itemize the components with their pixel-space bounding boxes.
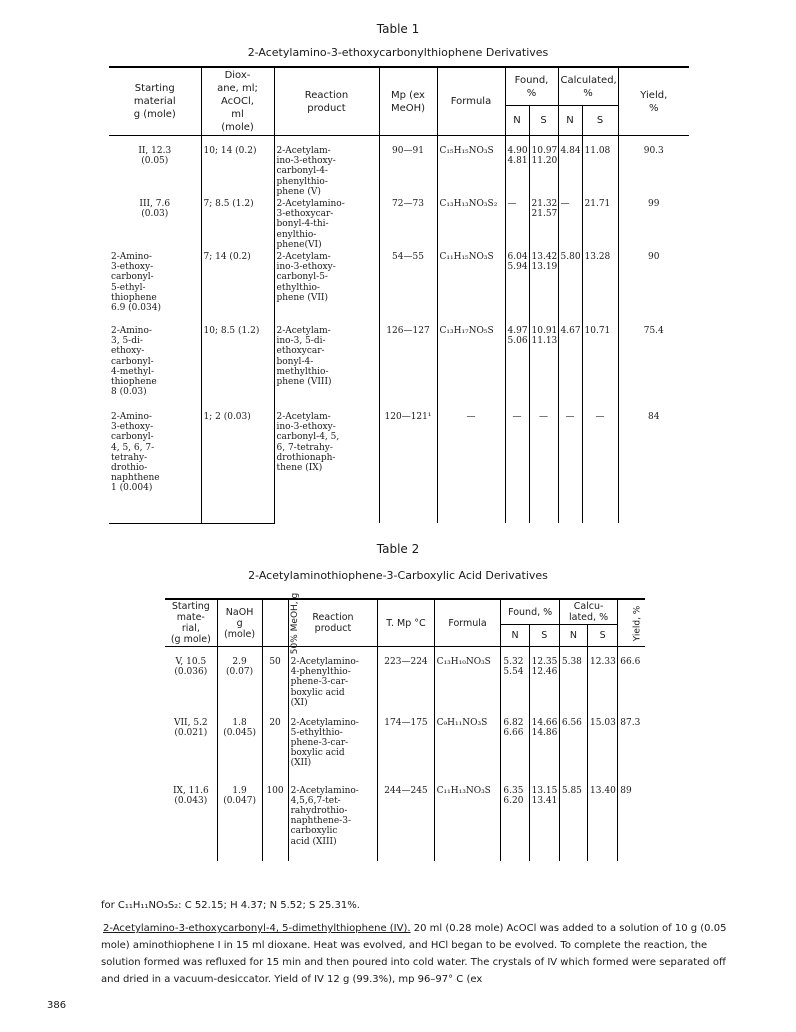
table-row: [109, 251, 689, 325]
t1-cell-starting: 2-Amino- 3-ethoxy- carbonyl- 5-ethyl- thiophene 6.9 (0.034): [111, 252, 161, 314]
t1-cell-calc-s: 13.28: [582, 251, 618, 325]
t2-header-starting: Starting mate- rial, (g mole): [165, 599, 217, 647]
t1-cell-mp: 120—121¹: [379, 411, 437, 523]
t1-cell-calc-s: 21.71: [582, 198, 618, 251]
t1-header-yield: Yield, %: [618, 67, 689, 136]
t2-cell-found-s: 14.66 14.86: [529, 717, 559, 785]
table2-title: 2-Acetylaminothiophene-3-Carboxylic Acid Derivatives: [248, 569, 548, 582]
t1-cell-dioxane: 10; 8.5 (1.2): [201, 325, 274, 411]
t1-cell-formula: C₁₁H₁₅NO₃S: [437, 251, 505, 325]
t1-cell-dioxane: 10; 14 (0.2): [201, 136, 274, 199]
t2-cell-yield: 89: [618, 785, 645, 861]
t2-cell-starting: IX, 11.6 (0.043): [172, 785, 209, 806]
t2-header-mp: T. Mp °C: [378, 599, 434, 647]
t1-cell-product: 2-Acetylam- ino-3-ethoxy- carbonyl-4, 5, 6, 7-tetrahy- drothionaph- thene (IX): [274, 411, 379, 523]
table-row: [165, 647, 645, 717]
t2-cell-found-n: 5.32 5.54: [501, 647, 529, 717]
table1: [109, 66, 689, 524]
table1-caption: Table 1: [376, 22, 420, 36]
t2-cell-naoh: 1.9 (0.047): [217, 785, 262, 861]
t2-header-yield: Yield, %: [632, 605, 643, 642]
t1-header-dioxane: Diox- ane, ml; AcOCl, ml (mole): [201, 67, 274, 136]
table2-caption: Table 2: [376, 542, 420, 556]
t1-cell-starting: 2-Amino- 3-ethoxy- carbonyl- 4, 5, 6, 7- tetrahy- drothio- naphthene 1 (0.004): [109, 411, 201, 523]
t2-cell-yield: 66.6: [618, 647, 645, 717]
t1-cell-starting: III, 7.6 (0.03): [139, 199, 171, 220]
t1-cell-formula: C₁₃H₁₇NO₅S: [437, 325, 505, 411]
analysis-line: for C₁₁H₁₁NO₃S₂: C 52.15; H 4.37; N 5.52; S 25.31%.: [101, 900, 360, 911]
table-row: [165, 785, 645, 861]
t1-cell-calc-s: —: [582, 411, 618, 523]
t2-cell-formula: C₁₁H₁₃NO₃S: [434, 785, 501, 861]
t2-header-formula: Formula: [434, 599, 501, 647]
t2-cell-formula: C₁₃H₁₀NO₃S: [434, 647, 501, 717]
t2-cell-found-s: 13.15 13.41: [529, 785, 559, 861]
t2-cell-formula: C₉H₁₁NO₃S: [434, 717, 501, 785]
t1-cell-product: 2-Acetylamino- 3-ethoxycar- bonyl-4-thi- enylthio- phene(VI): [274, 198, 379, 251]
procedure-body: 20 ml (0.28 mole) AcOCl was added to a solution of 10 g (0.05 mole) aminothiophene I in 15 ml dioxane. Heat was evolved, and HCl began to be evolved. To complete the reaction, the solution formed was refluxed for 15 min and then poured into cold water. The crystals of IV which formed were separated off and dried in a vacuum-desiccator. Yield of IV 12 g (99.3%), mp 96–97° C (ex: [101, 923, 727, 985]
t1-cell-yield: 84: [618, 411, 689, 523]
t1-cell-formula: —: [437, 411, 505, 523]
t1-cell-found-s: 10.91 11.13: [529, 325, 558, 411]
t2-cell-starting: V, 10.5 (0.036): [174, 657, 208, 678]
t1-header-starting: Starting material g (mole): [109, 67, 201, 136]
t1-header-found: Found, %: [505, 67, 558, 106]
t1-cell-formula: C₁₃H₁₃NO₃S₂: [437, 198, 505, 251]
t1-cell-found-n: 6.04 5.94: [505, 251, 529, 325]
t2-header-product: Reaction product: [288, 599, 378, 647]
t2-cell-mp: 174—175: [378, 717, 434, 785]
t1-cell-calc-n: —: [558, 198, 582, 251]
t1-cell-found-s: —: [529, 411, 558, 523]
t1-cell-yield: 90: [618, 251, 689, 325]
t1-cell-product: 2-Acetylam- ino-3-ethoxy- carbonyl-4- phenylthio- phene (V): [274, 136, 379, 199]
t1-cell-dioxane: 7; 8.5 (1.2): [201, 198, 274, 251]
t2-cell-product: 2-Acetylamino- 5-ethylthio- phene-3-car- boxylic acid (XII): [288, 717, 378, 785]
table-row: [109, 198, 689, 251]
table1-title: 2-Acetylamino-3-ethoxycarbonylthiophene Derivatives: [247, 46, 549, 59]
t1-cell-product: 2-Acetylam- ino-3, 5-di- ethoxycar- bonyl-4- methylthio- phene (VIII): [274, 325, 379, 411]
t1-cell-found-n: 4.90 4.81: [505, 136, 529, 199]
t2-header-calc-s: S: [588, 625, 618, 647]
t2-header-yield-cell: [618, 599, 645, 647]
t2-cell-calc-n: 5.38: [559, 647, 587, 717]
t2-header-found-s: S: [529, 625, 559, 647]
table-row: [109, 136, 689, 199]
t1-cell-calc-s: 10.71: [582, 325, 618, 411]
t1-cell-calc-n: 5.80: [558, 251, 582, 325]
t2-cell-naoh: 1.8 (0.045): [217, 717, 262, 785]
t2-cell-naoh: 2.9 (0.07): [217, 647, 262, 717]
table-row: [109, 325, 689, 411]
t1-cell-calc-s: 11.08: [582, 136, 618, 199]
t1-cell-formula: C₁₅H₁₅NO₃S: [437, 136, 505, 199]
t2-cell-calc-s: 13.40: [588, 785, 618, 861]
t1-header-calc: Calculated, %: [558, 67, 618, 106]
t1-cell-starting: II, 12.3 (0.05): [138, 146, 172, 167]
t1-cell-found-s: 21.32 21.57: [529, 198, 558, 251]
t1-cell-yield: 90.3: [618, 136, 689, 199]
t2-cell-found-n: 6.82 6.66: [501, 717, 529, 785]
t1-header-calc-s: S: [582, 106, 618, 136]
t1-cell-product: 2-Acetylam- ino-3-ethoxy- carbonyl-5- ethylthio- phene (VII): [274, 251, 379, 325]
t1-cell-calc-n: —: [558, 411, 582, 523]
t1-cell-dioxane: 1; 2 (0.03): [201, 411, 274, 523]
t2-cell-meoh: 100: [262, 785, 288, 861]
t2-header-calc-n: N: [559, 625, 587, 647]
t2-cell-starting: VII, 5.2 (0.021): [174, 717, 208, 738]
t1-header-found-s: S: [529, 106, 558, 136]
t1-cell-found-s: 13.42 13.19: [529, 251, 558, 325]
t1-cell-calc-n: 4.67: [558, 325, 582, 411]
t1-cell-mp: 90—91: [379, 136, 437, 199]
t2-cell-yield: 87.3: [618, 717, 645, 785]
table2: [165, 592, 645, 861]
t1-cell-found-n: 4.97 5.06: [505, 325, 529, 411]
table-row: [109, 411, 689, 523]
t2-cell-mp: 223—224: [378, 647, 434, 717]
t1-cell-dioxane: 7; 14 (0.2): [201, 251, 274, 325]
t2-cell-mp: 244—245: [378, 785, 434, 861]
t2-cell-product: 2-Acetylamino- 4-phenylthio- phene-3-car- boxylic acid (XI): [288, 647, 378, 717]
t1-cell-mp: 54—55: [379, 251, 437, 325]
t2-cell-product: 2-Acetylamino- 4,5,6,7-tet- rahydrothio- naphthene-3- carboxylic acid (XIII): [288, 785, 378, 861]
t2-header-found: Found, %: [501, 599, 559, 625]
t2-header-calc: Calcu- lated, %: [559, 599, 617, 625]
t1-cell-mp: 72—73: [379, 198, 437, 251]
t2-cell-found-s: 12.35 12.46: [529, 647, 559, 717]
t2-cell-calc-s: 15.03: [588, 717, 618, 785]
t1-cell-found-s: 10.97 11.20: [529, 136, 558, 199]
t2-cell-meoh: 50: [262, 647, 288, 717]
t1-cell-mp: 126—127: [379, 325, 437, 411]
t2-cell-calc-n: 5.85: [559, 785, 587, 861]
procedure-paragraph: [101, 920, 741, 988]
t1-cell-found-n: —: [505, 411, 529, 523]
t1-cell-starting: 2-Amino- 3, 5-di- ethoxy- carbonyl- 4-methyl- thiophene 8 (0.03): [111, 326, 157, 398]
t1-cell-found-n: —: [505, 198, 529, 251]
t1-cell-calc-n: 4.84: [558, 136, 582, 199]
t1-header-mp: Mp (ex MeOH): [379, 67, 437, 136]
t2-cell-calc-s: 12.33: [588, 647, 618, 717]
t1-header-found-n: N: [505, 106, 529, 136]
t1-header-formula: Formula: [437, 67, 505, 136]
procedure-title: 2-Acetylamino-3-ethoxycarbonyl-4, 5-dimethylthiophene (IV).: [103, 923, 411, 934]
page-number: 386: [47, 1000, 67, 1011]
t2-header-meoh: 50% MeOH, g: [289, 592, 300, 655]
t2-header-meoh-cell: [262, 592, 300, 655]
t1-header-calc-n: N: [558, 106, 582, 136]
table-row: [165, 717, 645, 785]
t2-header-found-n: N: [501, 625, 529, 647]
t2-cell-calc-n: 6.56: [559, 717, 587, 785]
t2-cell-found-n: 6.35 6.20: [501, 785, 529, 861]
t2-header-naoh: NaOH g (mole): [217, 599, 262, 647]
t1-cell-yield: 99: [618, 198, 689, 251]
t1-cell-yield: 75.4: [618, 325, 689, 411]
t1-header-product: Reaction product: [274, 67, 379, 136]
t2-cell-meoh: 20: [262, 717, 288, 785]
